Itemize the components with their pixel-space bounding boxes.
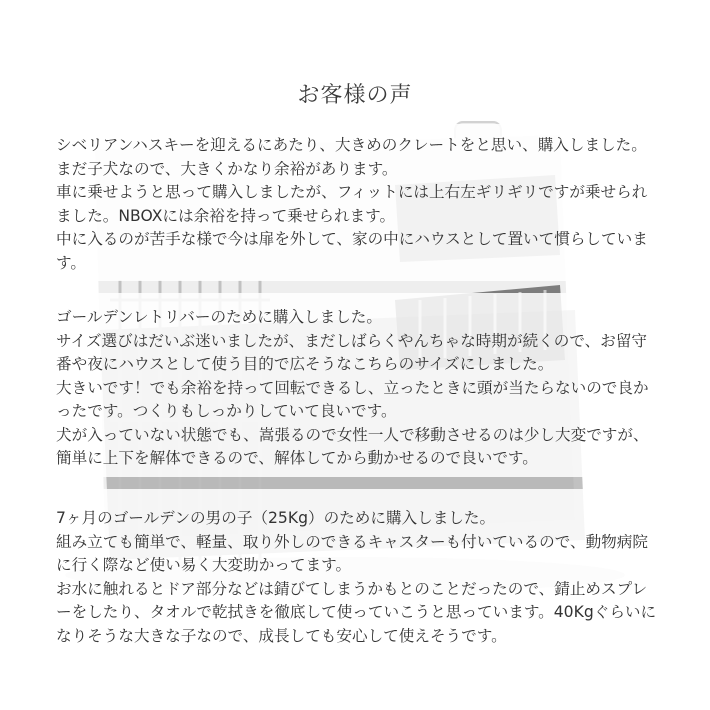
review-card: [40, 293, 670, 477]
review-line: 大きいです！でも余裕を持って回転できるし、立ったときに頭が当たらないので良かったです。つくりもしっかりしていて良いです。: [56, 378, 649, 420]
review-line: シベリアンハスキーを迎えるにあたり、大きめのクレートをと思い、購入しました。まだ子犬なので、大きくかなり余裕があります。: [56, 136, 647, 178]
review-line: ゴールデンレトリバーのために購入しました。: [56, 308, 382, 326]
review-line: 中に入るのが苦手な様で今は扉を外して、家の中にハウスとして置いて慣らしています。: [56, 230, 648, 272]
review-line: 組み立ても簡単で、軽量、取り外しのできるキャスターも付いているので、動物病院に行く際など使い易く大変助かってます。: [56, 532, 648, 574]
review-line: 7ヶ月のゴールデンの男の子（25Kg）のために購入しました。: [56, 509, 496, 527]
page-title: お客様の声: [297, 83, 413, 108]
review-line: お水に触れるとドア部分などは錆びてしまうかもとのことだったので、錆止めスプレーをしたり、タオルで乾拭きを徹底して使っていこうと思っています。40Kgぐらいになりそうな大きな子なので、成長しても安心して使えそうです。: [56, 579, 657, 645]
review-card: [40, 489, 670, 677]
review-card: [40, 124, 670, 281]
review-line: 犬が入っていない状態でも、嵩張るので女性一人で移動させるのは少し大変ですが、簡単に上下を解体できるので、解体してから動かせるので良いです。: [56, 425, 649, 467]
review-line: 車に乗せようと思って購入しましたが、フィットには上右左ギリギリですが乗せられました。NBOXには余裕を持って乗せられます。: [56, 183, 648, 225]
review-line: サイズ選びはだいぶ迷いましたが、まだしばらくやんちゃな時期が続くので、お留守番や夜にハウスとして使う目的で広そうなこちらのサイズにしました。: [56, 331, 648, 373]
